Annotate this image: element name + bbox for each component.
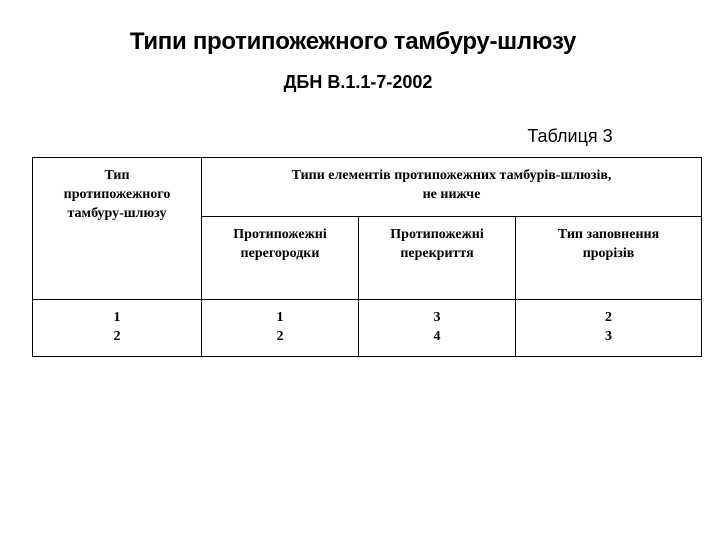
table-data-row xyxy=(33,300,702,357)
header-type-line: тамбуру-шлюзу xyxy=(67,206,167,221)
header-cell-type xyxy=(33,158,202,300)
subheader-line: Протипожежні xyxy=(390,227,484,242)
cell-value: 2 xyxy=(276,329,284,344)
table-header-row xyxy=(33,158,702,217)
cell-value: 2 xyxy=(113,329,121,344)
header-group-line: не нижче xyxy=(422,187,481,202)
subheader-line: перекриття xyxy=(400,246,474,261)
cell-value: 1 xyxy=(276,310,284,325)
cell-value: 4 xyxy=(433,329,441,344)
header-cell-openings xyxy=(516,217,702,300)
header-cell-partitions xyxy=(202,217,359,300)
page-title: Типи протипожежного тамбуру-шлюзу xyxy=(129,28,577,55)
cell-value: 1 xyxy=(113,310,121,325)
cell-value: 3 xyxy=(605,329,613,344)
header-group-line: Типи елементів протипожежних тамбурів-шлюзів, xyxy=(291,168,612,183)
standard-reference: ДБН В.1.1-7-2002 xyxy=(283,72,433,92)
fire-lock-types-table xyxy=(32,157,702,357)
subheader-line: перегородки xyxy=(240,246,320,261)
subheader-line: Протипожежні xyxy=(233,227,327,242)
subheader-line: прорізів xyxy=(582,246,635,261)
cell-value: 3 xyxy=(433,310,441,325)
cell-opening-values xyxy=(516,300,702,357)
header-cell-floors xyxy=(359,217,516,300)
header-cell-element-types xyxy=(202,158,702,217)
cell-type-values xyxy=(33,300,202,357)
table-caption: Таблиця 3 xyxy=(527,126,613,146)
header-type-line: протипожежного xyxy=(63,187,171,202)
header-type-line: Тип xyxy=(104,168,130,183)
cell-floor-values xyxy=(359,300,516,357)
cell-value: 2 xyxy=(605,310,613,325)
subheader-line: Тип заповнення xyxy=(557,227,660,242)
cell-partition-values xyxy=(202,300,359,357)
